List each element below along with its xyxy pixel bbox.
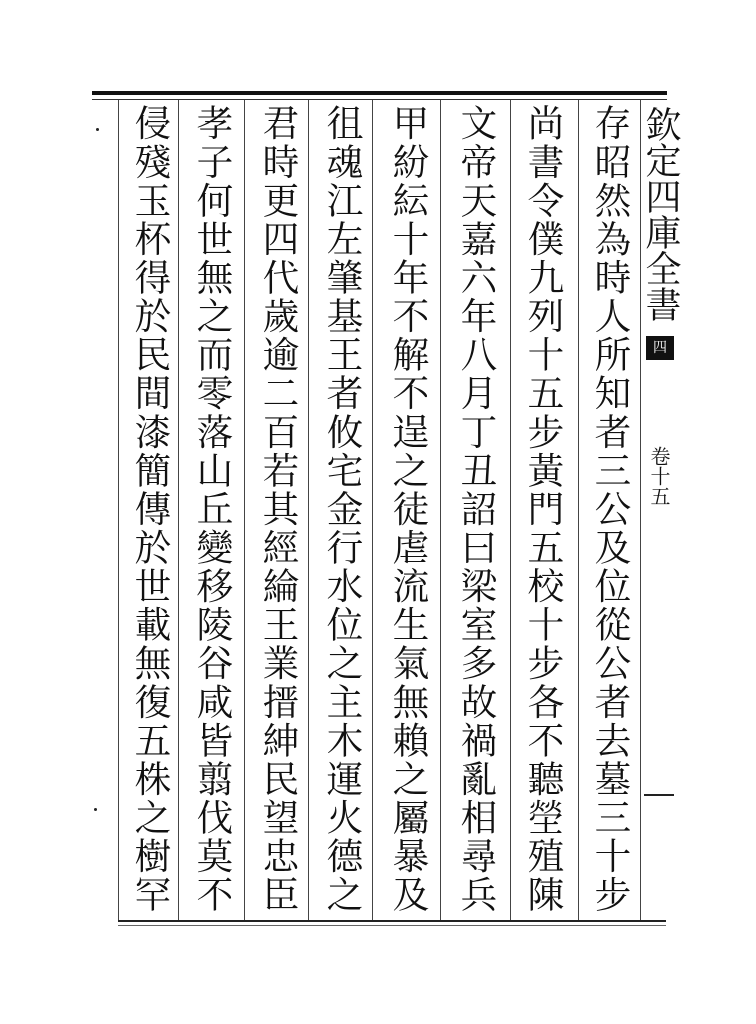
text-column-3: 文帝天嘉六年八月丁丑詔曰梁室多故禍亂相尋兵 [455,104,498,914]
book-title: 欽定四庫全書 [640,106,681,322]
text-column-5: 徂魂江左肇基王者攸宅金行水位之主木運火德之 [321,104,364,914]
bottom-border [118,920,666,922]
column-divider [118,100,119,920]
column-divider [178,100,179,920]
top-border-thick [92,91,667,95]
column-divider [244,100,245,920]
column-divider [440,100,441,920]
column-divider [308,100,309,920]
section-badge: 四 [646,336,674,360]
column-divider [372,100,373,920]
text-column-8: 侵殘玉杯得於民間漆簡傳於世載無復五株之樹罕 [129,104,172,914]
margin-rule [644,794,674,796]
column-divider [510,100,511,920]
text-column-4: 甲紛紜十年不解不逞之徒虐流生氣無賴之屬暴及 [387,104,430,914]
text-column-2: 尚書令僕九列十五步黃門五校十步各不聽塋殖陳 [522,104,565,914]
ink-speck [94,808,97,811]
column-divider [578,100,579,920]
page-margin [640,100,680,920]
bottom-border-thin [118,925,666,926]
text-column-1: 存昭然為時人所知者三公及位從公者去墓三十步 [589,104,632,914]
ink-speck [96,128,99,131]
volume-label: 卷十五 [647,446,671,506]
text-column-6: 君時更四代歲逾二百若其經綸王業搢紳民望忠臣 [257,104,300,914]
text-column-7: 孝子何世無之而零落山丘變移陵谷咸皆翦伐莫不 [191,104,234,914]
